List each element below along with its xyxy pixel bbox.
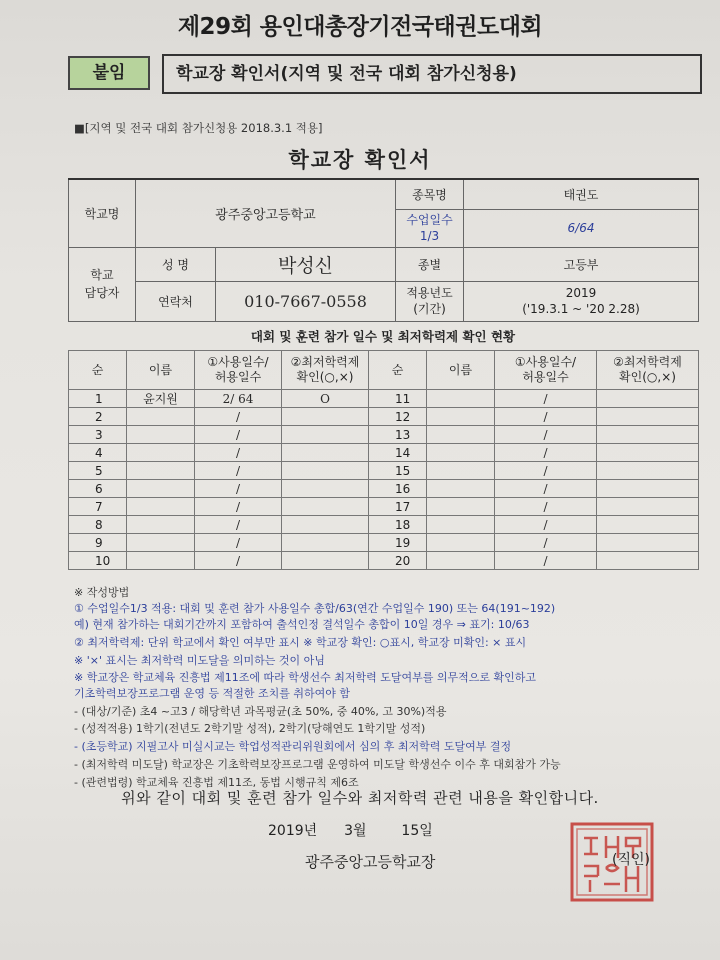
- roster-days: /: [495, 552, 597, 570]
- roster-days: /: [195, 534, 282, 552]
- days-label-line2: 1/3: [419, 229, 440, 243]
- event-label: 종목명: [396, 179, 464, 209]
- year-value-line2: ('19.3.1 ~ '20 2.28): [522, 302, 640, 316]
- roster-min: [597, 498, 699, 516]
- instruction-line: - (대상/기준) 초4 ~고3 / 해당학년 과목평균(초 50%, 중 40%, 고 30%)적용: [74, 705, 447, 718]
- roster-name: 윤지원: [127, 390, 195, 408]
- roster-name: [127, 498, 195, 516]
- roster-name: [427, 426, 495, 444]
- roster-days: /: [195, 426, 282, 444]
- instruction-line: ※ 작성방법: [74, 586, 130, 599]
- section-title: 대회 및 훈련 참가 일수 및 최저학력제 확인 현황: [250, 329, 516, 344]
- contact-label: 연락처: [136, 281, 216, 321]
- form-subheader: ■[지역 및 전국 대회 참가신청용 2018.3.1 적용]: [74, 121, 323, 135]
- event-value: 태권도: [464, 179, 699, 209]
- table-row: [69, 408, 699, 426]
- roster-table: [68, 350, 699, 570]
- roster-name: [127, 552, 195, 570]
- roster-name: [127, 444, 195, 462]
- principal-signature-line: 광주중앙고등학교장: [305, 853, 436, 871]
- attachment-tag: 붙임: [68, 56, 150, 90]
- table-row: [69, 534, 699, 552]
- instruction-line: ① 수업일수1/3 적용: 대회 및 훈련 참가 사용일수 총합/63(연간 수업일수 190) 또는 64(191~192): [74, 602, 556, 615]
- roster-days: /: [495, 390, 597, 408]
- col-min-line2: 확인(○,×): [296, 370, 354, 384]
- table-row: [69, 390, 699, 408]
- class-value: 고등부: [464, 247, 699, 281]
- roster-days: /: [495, 498, 597, 516]
- col-name-right: 이름: [427, 351, 495, 390]
- roster-no: 13: [369, 426, 427, 444]
- roster-name: [127, 480, 195, 498]
- instruction-line: - (최저학력 미도달) 학교장은 기초학력보장프로그램 운영하여 미도달 학생선수 이수 후 대회참가 가능: [74, 758, 561, 771]
- roster-min: [597, 534, 699, 552]
- roster-min: [597, 444, 699, 462]
- roster-days: /: [495, 444, 597, 462]
- table-row: [69, 480, 699, 498]
- table-row: [69, 444, 699, 462]
- roster-header-row: [69, 351, 699, 390]
- roster-name: [427, 408, 495, 426]
- roster-days: /: [195, 498, 282, 516]
- roster-days: 2/ 64: [195, 390, 282, 408]
- roster-no: 17: [369, 498, 427, 516]
- roster-name: [127, 516, 195, 534]
- roster-name: [427, 462, 495, 480]
- roster-name: [127, 408, 195, 426]
- roster-min: [597, 408, 699, 426]
- roster-no: 9: [69, 534, 127, 552]
- roster-days: /: [195, 480, 282, 498]
- roster-days: /: [195, 444, 282, 462]
- roster-no: 3: [69, 426, 127, 444]
- roster-no: 12: [369, 408, 427, 426]
- staff-label-line1: 학교: [90, 268, 114, 282]
- roster-no: 19: [369, 534, 427, 552]
- instruction-line: - (관련법령) 학교체육 진흥법 제11조, 동법 시행규칙 제6조: [74, 776, 359, 789]
- instruction-line: - (초등학교) 지필고사 미실시교는 학업성적관리위원회에서 심의 후 최저학력 도달여부 결정: [74, 740, 512, 753]
- roster-days: /: [495, 426, 597, 444]
- col-min-right-line2: 확인(○,×): [619, 370, 676, 384]
- document-title: 학교장 확인서: [288, 148, 432, 172]
- roster-no: 14: [369, 444, 427, 462]
- col-min: [282, 351, 369, 390]
- col-min-right-line1: ②최저학력제: [613, 355, 682, 369]
- roster-min: [597, 552, 699, 570]
- days-value: 6/64: [464, 209, 699, 247]
- col-days-right-line1: ①사용일수/: [514, 355, 577, 369]
- table-row: [69, 426, 699, 444]
- date-month: 3월: [344, 823, 367, 839]
- roster-days: /: [495, 534, 597, 552]
- year-label-line2: (기간): [413, 302, 446, 316]
- header-bar: [68, 52, 703, 96]
- roster-min: [597, 426, 699, 444]
- roster-no: 1: [69, 390, 127, 408]
- instruction-line: - (성적적용) 1학기(전년도 2학기말 성적), 2학기(당해연도 1학기말 성적): [74, 722, 426, 735]
- roster-min: [282, 498, 369, 516]
- roster-days: /: [495, 516, 597, 534]
- roster-no: 20: [369, 552, 427, 570]
- roster-min: [597, 390, 699, 408]
- col-days: [195, 351, 282, 390]
- year-value-line1: 2019: [565, 286, 597, 300]
- roster-name: [127, 534, 195, 552]
- roster-min: [597, 516, 699, 534]
- class-label: 종별: [396, 247, 464, 281]
- instruction-line: 기초학력보장프로그램 운영 등 적절한 조치를 취하여야 함: [74, 687, 351, 700]
- roster-min: [282, 516, 369, 534]
- school-info-table: [68, 178, 699, 322]
- roster-days: /: [195, 516, 282, 534]
- header-box: 학교장 확인서(지역 및 전국 대회 참가신청용): [162, 54, 702, 94]
- roster-name: [427, 390, 495, 408]
- roster-days: /: [195, 462, 282, 480]
- col-no-right: 순: [369, 351, 427, 390]
- roster-no: 2: [69, 408, 127, 426]
- school-value: 광주중앙고등학교: [136, 179, 396, 247]
- roster-no: 5: [69, 462, 127, 480]
- roster-min: [597, 480, 699, 498]
- roster-name: [427, 498, 495, 516]
- col-name: 이름: [127, 351, 195, 390]
- roster-no: 10: [69, 552, 127, 570]
- table-row: [69, 552, 699, 570]
- staff-label-line2: 담당자: [84, 286, 120, 300]
- roster-min: [282, 462, 369, 480]
- col-min-right: [597, 351, 699, 390]
- roster-min: [282, 426, 369, 444]
- instruction-line: ※ '×' 표시는 최저학력 미도달을 의미하는 것이 아님: [74, 654, 325, 667]
- col-days-line1: ①사용일수/: [207, 355, 269, 369]
- roster-no: 4: [69, 444, 127, 462]
- roster-days: /: [195, 552, 282, 570]
- instruction-line: ② 최저학력제: 단위 학교에서 확인 여부만 표시 ※ 학교장 확인: ○표시, 학교장 미확인: × 표시: [74, 636, 527, 649]
- roster-name: [427, 552, 495, 570]
- roster-min: [282, 408, 369, 426]
- roster-min: [282, 534, 369, 552]
- roster-min: [282, 552, 369, 570]
- roster-min: [597, 462, 699, 480]
- table-row: [69, 462, 699, 480]
- event-title: 제29회 용인대총장기전국태권도대회: [177, 14, 543, 40]
- roster-no: 11: [369, 390, 427, 408]
- col-days-right-line2: 허용일수: [522, 370, 569, 384]
- roster-no: 6: [69, 480, 127, 498]
- roster-days: /: [495, 480, 597, 498]
- roster-name: [427, 480, 495, 498]
- col-days-line2: 허용일수: [214, 370, 262, 384]
- table-row: [69, 516, 699, 534]
- roster-days: /: [195, 408, 282, 426]
- instruction-line: ※ 학교장은 학교체육 진흥법 제11조에 따라 학생선수 최저학력 도달여부를 의무적으로 확인하고: [74, 671, 536, 684]
- staff-name-handwritten: 박성신: [216, 247, 396, 281]
- roster-no: 18: [369, 516, 427, 534]
- roster-no: 15: [369, 462, 427, 480]
- year-value: [464, 281, 699, 321]
- year-label-line1: 적용년도: [406, 286, 453, 300]
- col-no: 순: [69, 351, 127, 390]
- date-year: 2019년: [268, 823, 318, 839]
- roster-min: O: [282, 390, 369, 408]
- roster-name: [427, 444, 495, 462]
- roster-name: [127, 462, 195, 480]
- staff-label: [69, 247, 136, 321]
- roster-no: 16: [369, 480, 427, 498]
- table-row: [69, 498, 699, 516]
- date-day: 15일: [401, 823, 433, 839]
- roster-name: [427, 534, 495, 552]
- confirmation-text: 위와 같이 대회 및 훈련 참가 일수와 최저학력 관련 내용을 확인합니다.: [121, 789, 599, 807]
- name-label: 성 명: [136, 247, 216, 281]
- school-label: 학교명: [69, 179, 136, 247]
- days-label: [396, 209, 464, 247]
- col-min-line1: ②최저학력제: [290, 355, 360, 369]
- year-label: [396, 281, 464, 321]
- col-days-right: [495, 351, 597, 390]
- sign-date: [268, 820, 433, 840]
- seal-label: (직인): [612, 852, 650, 868]
- roster-min: [282, 480, 369, 498]
- contact-handwritten: 010-7667-0558: [216, 281, 396, 321]
- roster-no: 8: [69, 516, 127, 534]
- roster-name: [427, 516, 495, 534]
- roster-name: [127, 426, 195, 444]
- roster-no: 7: [69, 498, 127, 516]
- instruction-line: 예) 현재 참가하는 대회기간까지 포함하여 출석인정 결석일수 총합이 10일 경우 ⇒ 표기: 10/63: [74, 618, 530, 631]
- days-label-line1: 수업일수: [406, 213, 453, 227]
- roster-days: /: [495, 408, 597, 426]
- roster-min: [282, 444, 369, 462]
- roster-days: /: [495, 462, 597, 480]
